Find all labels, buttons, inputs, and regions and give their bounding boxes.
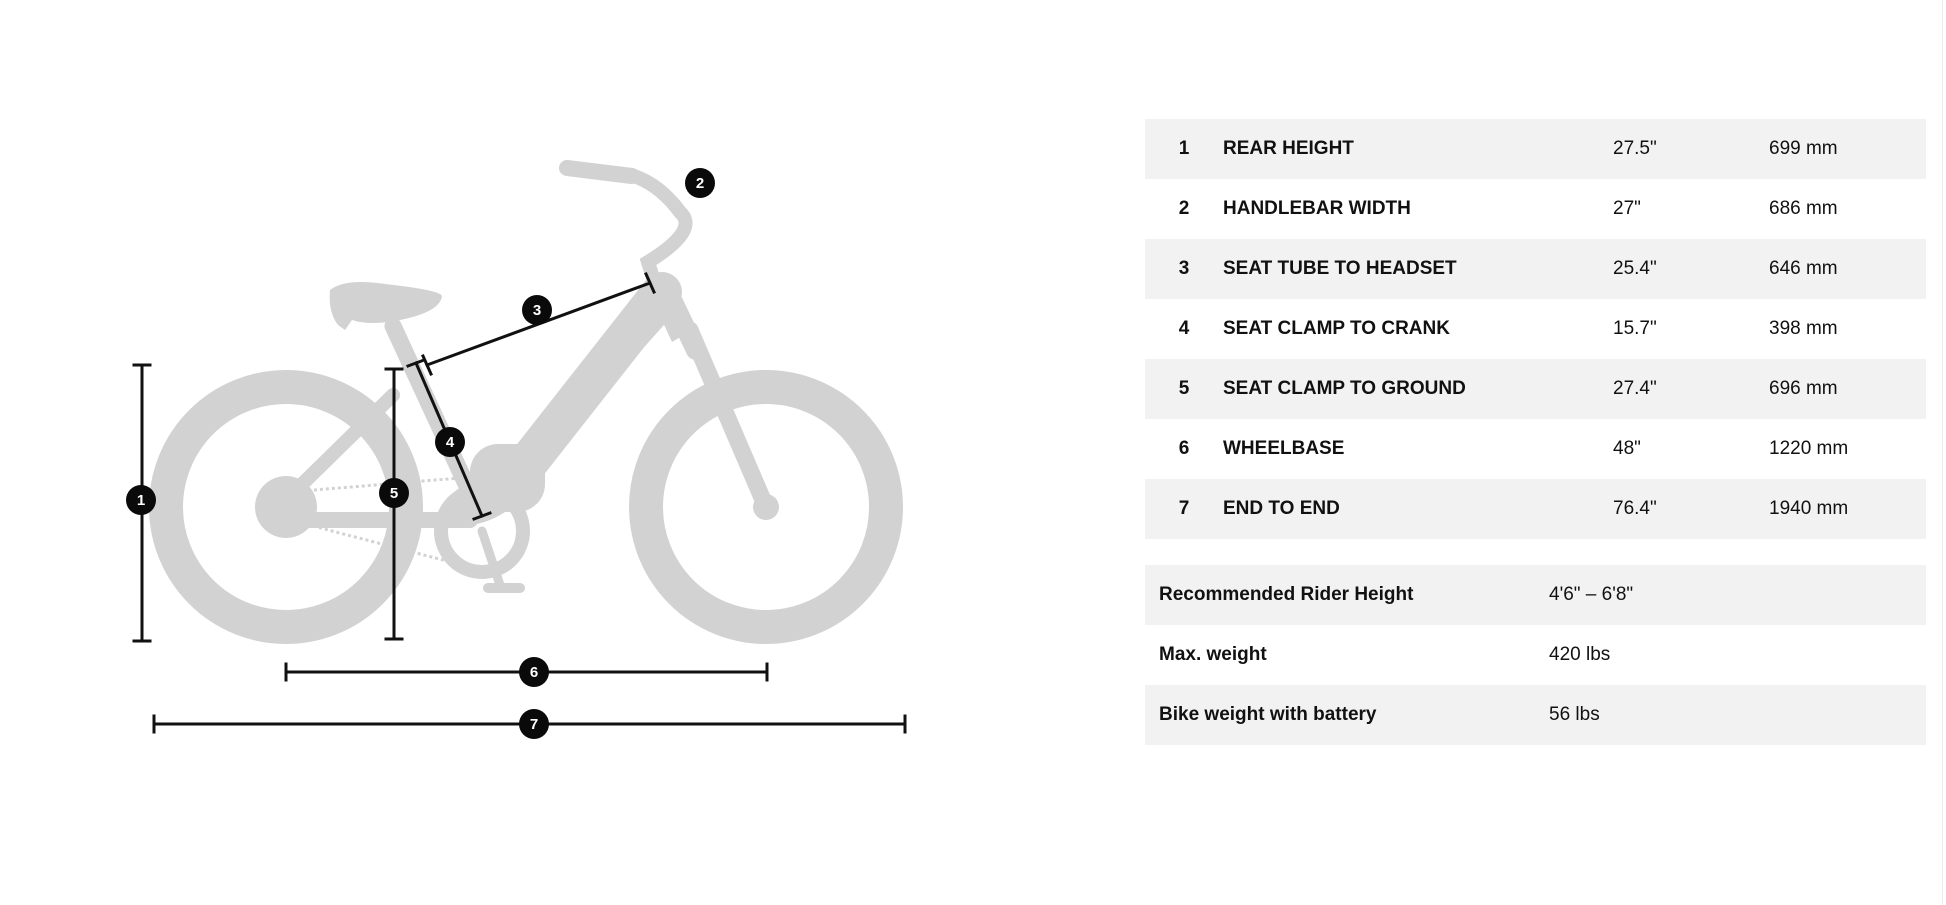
battery-housing [470, 444, 545, 512]
rear-hub-motor [255, 476, 317, 538]
spec-label: Max. weight [1159, 644, 1267, 665]
table-row [1145, 179, 1926, 239]
table-row [1145, 419, 1926, 479]
row-mm: 646 mm [1769, 258, 1838, 279]
table-row [1145, 479, 1926, 539]
row-mm: 686 mm [1769, 198, 1838, 219]
badge-6 [519, 657, 549, 687]
badge-2 [685, 168, 715, 198]
row-inches: 25.4" [1613, 258, 1657, 279]
table-row [1145, 359, 1926, 419]
front-hub [753, 494, 779, 520]
row-number: 2 [1178, 198, 1190, 219]
row-inches: 15.7" [1613, 318, 1657, 339]
spec-label: Recommended Rider Height [1159, 584, 1414, 605]
row-mm: 699 mm [1769, 138, 1838, 159]
table-row [1145, 565, 1926, 625]
row-label: WHEELBASE [1223, 438, 1345, 459]
svg-text:5: 5 [389, 485, 399, 502]
table-row [1145, 685, 1926, 745]
svg-text:6: 6 [529, 664, 539, 681]
row-inches: 48" [1613, 438, 1641, 459]
spec-label: Bike weight with battery [1159, 704, 1377, 725]
row-label: END TO END [1223, 498, 1340, 519]
badge-4 [435, 427, 465, 457]
row-mm: 1940 mm [1769, 498, 1849, 519]
row-number: 6 [1178, 438, 1190, 459]
table-row [1145, 299, 1926, 359]
svg-text:3: 3 [532, 302, 542, 319]
page-edge-divider [1942, 0, 1943, 905]
row-label: SEAT CLAMP TO GROUND [1223, 378, 1466, 399]
row-number: 5 [1178, 378, 1190, 399]
measurement-badges [126, 168, 715, 739]
row-mm: 398 mm [1769, 318, 1838, 339]
spec-value: 4'6" – 6'8" [1549, 584, 1634, 605]
svg-text:2: 2 [695, 175, 705, 192]
top-tube [598, 300, 662, 372]
spec-value: 56 lbs [1549, 704, 1600, 725]
table-row [1145, 239, 1926, 299]
rider-specs-table [1145, 565, 1926, 745]
row-inches: 27" [1613, 198, 1641, 219]
spec-value: 420 lbs [1549, 644, 1611, 665]
row-label: SEAT CLAMP TO CRANK [1223, 318, 1450, 339]
badge-3 [522, 295, 552, 325]
svg-text:1: 1 [136, 492, 146, 509]
badge-1 [126, 485, 156, 515]
row-inches: 76.4" [1613, 498, 1657, 519]
geometry-table [1145, 119, 1926, 539]
row-mm: 1220 mm [1769, 438, 1849, 459]
row-number: 3 [1178, 258, 1190, 279]
svg-text:7: 7 [529, 716, 539, 733]
table-row [1145, 625, 1926, 685]
badge-7 [519, 709, 549, 739]
row-label: REAR HEIGHT [1223, 138, 1354, 159]
row-inches: 27.5" [1613, 138, 1657, 159]
svg-text:4: 4 [445, 434, 455, 451]
bike-silhouette [166, 168, 886, 627]
row-number: 4 [1178, 318, 1190, 339]
badge-5 [379, 478, 409, 508]
row-label: SEAT TUBE TO HEADSET [1223, 258, 1457, 279]
row-inches: 27.4" [1613, 378, 1657, 399]
handlebar-grip [567, 168, 632, 176]
row-number: 1 [1178, 138, 1190, 159]
row-number: 7 [1178, 498, 1190, 519]
table-row [1145, 119, 1926, 179]
row-mm: 696 mm [1769, 378, 1838, 399]
row-label: HANDLEBAR WIDTH [1223, 198, 1411, 219]
